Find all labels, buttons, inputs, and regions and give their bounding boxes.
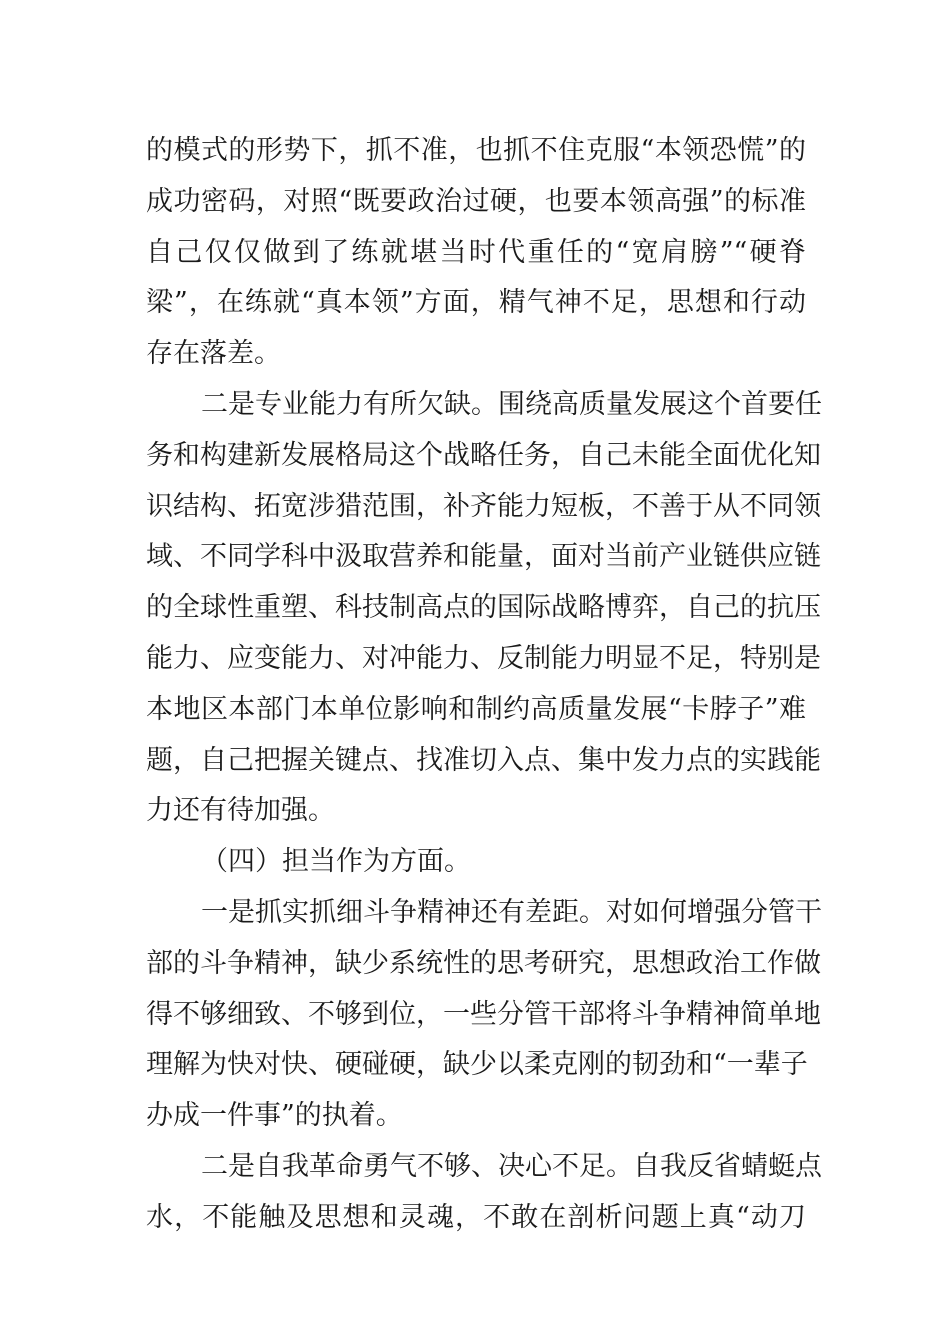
text-line: 识结构、拓宽涉猎范围，补齐能力短板，不善于从不同领 bbox=[146, 490, 821, 522]
text-line: 梁”，在练就“真本领”方面，精气神不足，思想和行动 bbox=[146, 287, 806, 319]
text-line: 得不够细致、不够到位，一些分管干部将斗争精神简单地 bbox=[146, 998, 821, 1030]
text-line: （四）担当作为方面。 bbox=[201, 846, 471, 878]
text-line: 的模式的形势下，抓不准，也抓不住克服“本领恐慌”的 bbox=[146, 135, 806, 166]
text-line: 力还有待加强。 bbox=[146, 795, 335, 827]
paragraph bbox=[146, 888, 822, 1142]
text-line: 能力、应变能力、对冲能力、反制能力明显不足，特别是 bbox=[146, 642, 821, 674]
document-page bbox=[146, 126, 822, 1244]
section-heading bbox=[146, 837, 806, 888]
text-line: 的全球性重塑、科技制高点的国际战略博弈，自己的抗压 bbox=[146, 592, 821, 624]
text-line: 理解为快对快、硬碰硬，缺少以柔克刚的韧劲和“一辈子 bbox=[146, 1049, 808, 1081]
text-line: 自己仅仅做到了练就堪当时代重任的“宽肩膀”“硬脊 bbox=[146, 236, 806, 268]
text-line: 部的斗争精神，缺少系统性的思考研究，思想政治工作做 bbox=[146, 947, 821, 979]
text-line: 二是自我革命勇气不够、决心不足。自我反省蜻蜓点 bbox=[201, 1150, 822, 1182]
text-line: 域、不同学科中汲取营养和能量，面对当前产业链供应链 bbox=[146, 541, 821, 573]
text-line: 成功密码，对照“既要政治过硬，也要本领高强”的标准 bbox=[146, 185, 806, 217]
paragraph bbox=[146, 380, 822, 837]
text-line: 题，自己把握关键点、找准切入点、集中发力点的实践能 bbox=[146, 744, 821, 776]
text-line: 存在落差。 bbox=[146, 338, 281, 370]
paragraph bbox=[146, 1142, 822, 1244]
text-line: 水，不能触及思想和灵魂，不敢在剖析问题上真“动刀 bbox=[146, 1201, 806, 1233]
text-line: 一是抓实抓细斗争精神还有差距。对如何增强分管干 bbox=[201, 896, 822, 928]
paragraph bbox=[146, 126, 806, 380]
text-line: 务和构建新发展格局这个战略任务，自己未能全面优化知 bbox=[146, 439, 821, 471]
text-line: 本地区本部门本单位影响和制约高质量发展“卡脖子”难 bbox=[146, 693, 806, 725]
text-line: 二是专业能力有所欠缺。围绕高质量发展这个首要任 bbox=[201, 388, 822, 420]
text-line: 办成一件事”的执着。 bbox=[146, 1100, 403, 1132]
